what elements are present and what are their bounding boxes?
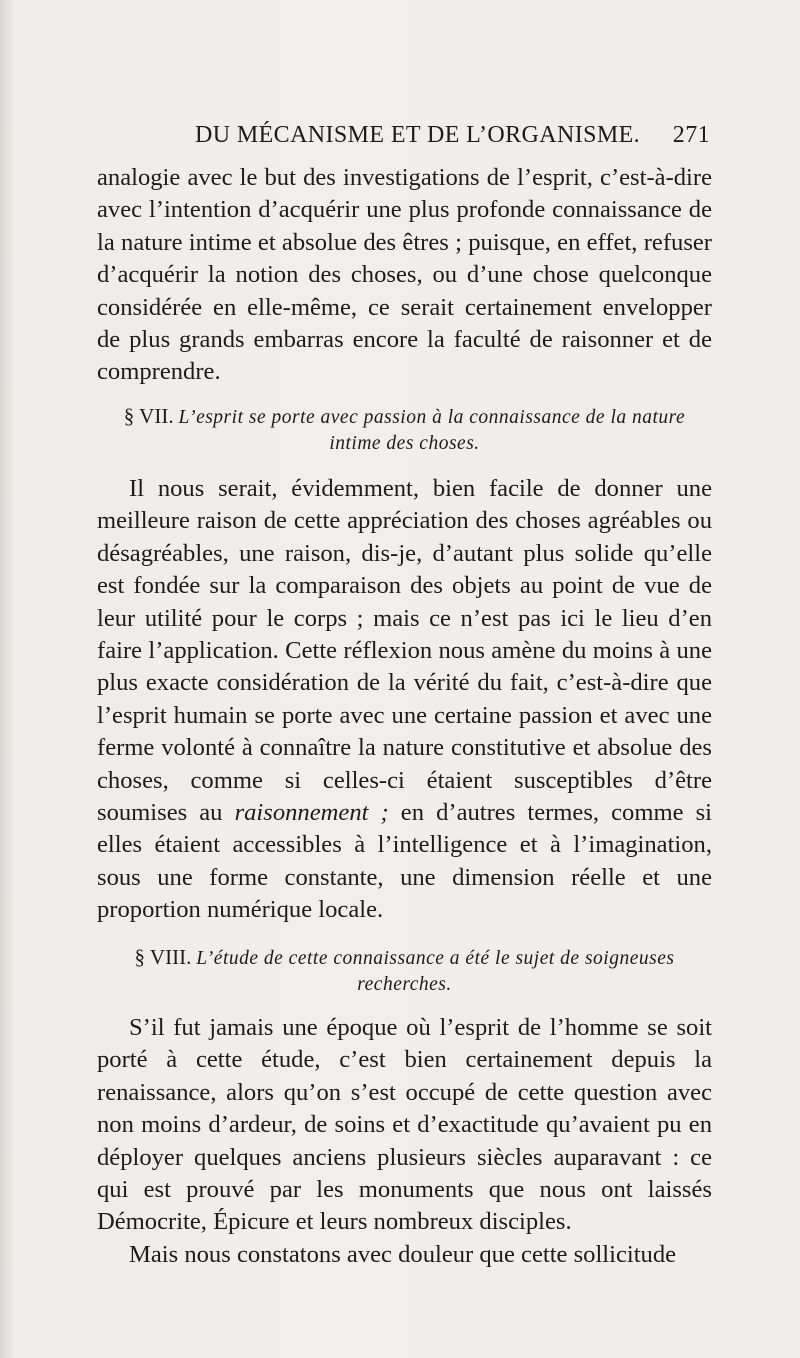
section-marker: § VIII. bbox=[134, 945, 192, 969]
emphasis-raisonnement: raisonnement ; bbox=[234, 799, 389, 827]
paragraph-block-3 bbox=[97, 1012, 712, 1271]
paragraph-2 bbox=[97, 473, 712, 927]
section-marker: § VII. bbox=[123, 404, 174, 428]
paragraph-block-2 bbox=[97, 473, 712, 927]
paragraph-1: analogie avec le but des investigations de l’esprit, c’est-à-dire avec l’intention d’acquérir une plus profonde connaissance de la nature intime et absolue des êtres ; puisque, en effet, refuser d’acquérir la notion des choses, ou d’une chose quelconque considérée en elle-même, ce serait certainement envelopper de plus grands embarras encore la faculté de raisonner et de comprendre. bbox=[97, 164, 712, 386]
paragraph-3: S’il fut jamais une époque où l’esprit de l’homme se soit porté à cette étude, c’est bien certainement depuis la renaissance, alors qu’on s’est occupé de cette question avec non moins d’ardeur, de soins et d’exactitude qu’avaient pu en déployer quelques anciens plusieurs siècles auparavant : ce qui est prouvé par les monuments que nous ont laissés Démocrite, Épicure et leurs nombreux disciples. bbox=[97, 1014, 712, 1236]
section-title: L’étude de cette connaissance a été le sujet de soigneuses recherches. bbox=[196, 948, 675, 995]
page-number: 271 bbox=[672, 122, 710, 148]
section-heading-vii bbox=[97, 403, 712, 457]
paragraph-2-text-end: en d’autres termes, comme si elles étaient accessibles à l’intelligence et à l’imagination, sous une forme constante, une dimension réelle et une proportion numérique locale. bbox=[97, 799, 712, 924]
page-header bbox=[195, 118, 710, 158]
paragraph-4: Mais nous constatons avec douleur que cette sollicitude bbox=[129, 1240, 677, 1268]
paragraph-continuation bbox=[97, 162, 712, 389]
section-heading-viii bbox=[97, 944, 712, 998]
running-title: DU MÉCANISME ET DE L’ORGANISME. bbox=[195, 122, 641, 148]
section-title: L’esprit se porte avec passion à la connaissance de la nature intime des choses. bbox=[178, 407, 686, 454]
paragraph-2-text: Il nous serait, évidemment, bien facile de donner une meilleure raison de cette appréciation des choses agréables ou désagréables, une raison, dis-je, d’autant plus solide qu’elle est fondée sur la comparaison des objets au point de vue de leur utilité pour le corps ; mais ce n’est pas ici le lieu d’en faire l’application. Cette réflexion nous amène du moins à une plus exacte considération de la vérité du fait, c’est-à-dire que l’esprit humain se porte avec une certaine passion et avec une ferme volonté à connaître la nature constitutive et absolue des choses, comme si celles-ci étaient susceptibles d’être soumises au bbox=[97, 475, 712, 827]
